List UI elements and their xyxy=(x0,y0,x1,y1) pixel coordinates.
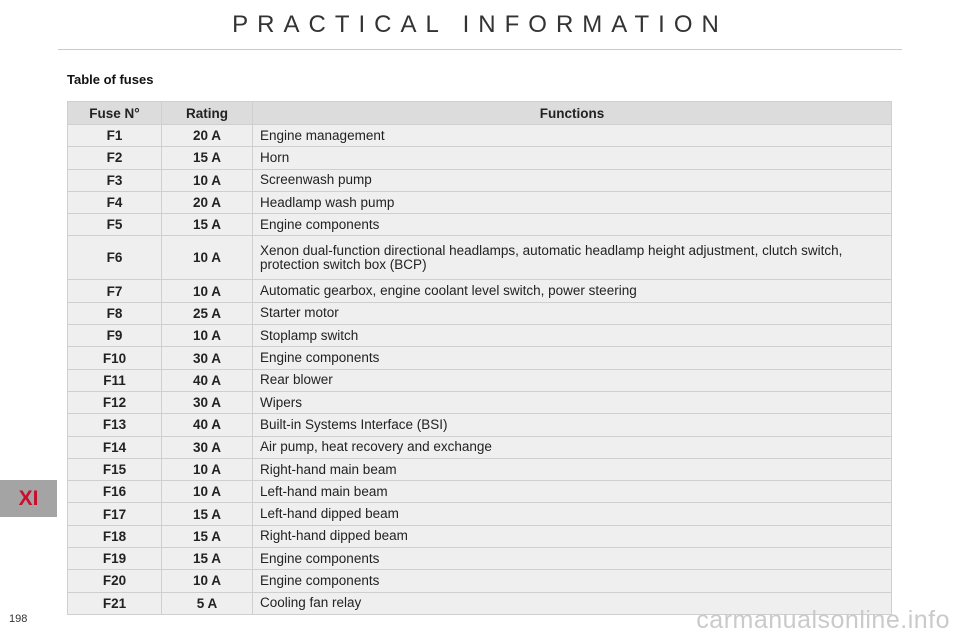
fuse-rating-cell: 10 A xyxy=(162,570,253,592)
fuse-function-cell: Rear blower xyxy=(253,369,892,391)
table-row xyxy=(68,214,892,236)
page-title: PRACTICAL INFORMATION xyxy=(232,11,728,38)
fuse-number-cell: F16 xyxy=(68,481,162,503)
chapter-tab[interactable] xyxy=(0,480,57,517)
fuse-rating-cell: 30 A xyxy=(162,436,253,458)
fuse-number-cell: F21 xyxy=(68,592,162,614)
fuse-rating-cell: 10 A xyxy=(162,236,253,280)
table-row xyxy=(68,325,892,347)
fuse-number-cell: F19 xyxy=(68,548,162,570)
fuse-rating-cell: 15 A xyxy=(162,147,253,169)
table-row xyxy=(68,436,892,458)
table-row xyxy=(68,280,892,302)
column-header-rating: Rating xyxy=(162,102,253,125)
fuse-rating-cell: 30 A xyxy=(162,347,253,369)
fuse-rating-cell: 20 A xyxy=(162,191,253,213)
fuse-function-cell: Engine management xyxy=(253,125,892,147)
fuse-function-cell: Engine components xyxy=(253,214,892,236)
column-header-functions: Functions xyxy=(253,102,892,125)
fuse-number-cell: F7 xyxy=(68,280,162,302)
fuse-number-cell: F10 xyxy=(68,347,162,369)
fuse-rating-cell: 5 A xyxy=(162,592,253,614)
fuse-function-cell: Starter motor xyxy=(253,302,892,324)
fuse-number-cell: F18 xyxy=(68,525,162,547)
fuse-function-cell: Horn xyxy=(253,147,892,169)
fuse-function-cell: Headlamp wash pump xyxy=(253,191,892,213)
fuse-function-cell: Engine components xyxy=(253,570,892,592)
table-row xyxy=(68,414,892,436)
fuse-number-cell: F17 xyxy=(68,503,162,525)
table-row xyxy=(68,302,892,324)
fuse-rating-cell: 25 A xyxy=(162,302,253,324)
table-row xyxy=(68,458,892,480)
fuse-number-cell: F14 xyxy=(68,436,162,458)
fuse-number-cell: F15 xyxy=(68,458,162,480)
column-header-fuse: Fuse N° xyxy=(68,102,162,125)
fuse-function-cell: Stoplamp switch xyxy=(253,325,892,347)
fuse-number-cell: F9 xyxy=(68,325,162,347)
watermark: carmanualsonline.info xyxy=(696,606,950,634)
table-row xyxy=(68,570,892,592)
fuse-rating-cell: 40 A xyxy=(162,369,253,391)
fuse-number-cell: F3 xyxy=(68,169,162,191)
fuse-rating-cell: 10 A xyxy=(162,325,253,347)
fuse-number-cell: F6 xyxy=(68,236,162,280)
fuse-number-cell: F2 xyxy=(68,147,162,169)
fuse-number-cell: F1 xyxy=(68,125,162,147)
fuse-rating-cell: 10 A xyxy=(162,481,253,503)
fuse-function-cell: Air pump, heat recovery and exchange xyxy=(253,436,892,458)
fuse-function-cell: Right-hand dipped beam xyxy=(253,525,892,547)
table-row xyxy=(68,548,892,570)
table-row xyxy=(68,369,892,391)
fuse-table-body xyxy=(68,125,892,615)
table-row xyxy=(68,347,892,369)
table-row xyxy=(68,147,892,169)
fuse-number-cell: F8 xyxy=(68,302,162,324)
fuse-rating-cell: 10 A xyxy=(162,458,253,480)
fuse-number-cell: F20 xyxy=(68,570,162,592)
fuse-function-cell: Left-hand dipped beam xyxy=(253,503,892,525)
table-row xyxy=(68,236,892,280)
table-row xyxy=(68,125,892,147)
page-number: 198 xyxy=(9,613,28,625)
fuse-function-cell: Automatic gearbox, engine coolant level switch, power steering xyxy=(253,280,892,302)
fuse-rating-cell: 10 A xyxy=(162,280,253,302)
fuse-rating-cell: 40 A xyxy=(162,414,253,436)
fuse-function-cell: Built-in Systems Interface (BSI) xyxy=(253,414,892,436)
header-divider xyxy=(58,49,902,50)
fuse-function-cell: Xenon dual-function directional headlamps, automatic headlamp height adjustment, clutch switch, protection switch box (BCP) xyxy=(253,236,892,280)
table-row xyxy=(68,481,892,503)
table-row xyxy=(68,169,892,191)
fuse-function-cell: Engine components xyxy=(253,548,892,570)
fuse-rating-cell: 15 A xyxy=(162,548,253,570)
fuse-rating-cell: 15 A xyxy=(162,214,253,236)
fuse-rating-cell: 30 A xyxy=(162,391,253,413)
fuse-rating-cell: 15 A xyxy=(162,525,253,547)
fuse-table xyxy=(67,101,892,615)
fuse-function-cell: Left-hand main beam xyxy=(253,481,892,503)
fuse-number-cell: F11 xyxy=(68,369,162,391)
fuse-number-cell: F5 xyxy=(68,214,162,236)
fuse-rating-cell: 15 A xyxy=(162,503,253,525)
fuse-function-cell: Right-hand main beam xyxy=(253,458,892,480)
fuse-rating-cell: 20 A xyxy=(162,125,253,147)
fuse-rating-cell: 10 A xyxy=(162,169,253,191)
section-heading: Table of fuses xyxy=(67,72,154,87)
fuse-function-cell: Wipers xyxy=(253,391,892,413)
fuse-number-cell: F4 xyxy=(68,191,162,213)
table-header-row xyxy=(68,102,892,125)
fuse-function-cell: Cooling fan relay xyxy=(253,592,892,614)
table-row xyxy=(68,391,892,413)
table-row xyxy=(68,503,892,525)
fuse-number-cell: F12 xyxy=(68,391,162,413)
fuse-function-cell: Engine components xyxy=(253,347,892,369)
table-row xyxy=(68,191,892,213)
table-row xyxy=(68,525,892,547)
chapter-tab-label: XI xyxy=(18,486,39,510)
fuse-function-cell: Screenwash pump xyxy=(253,169,892,191)
fuse-number-cell: F13 xyxy=(68,414,162,436)
